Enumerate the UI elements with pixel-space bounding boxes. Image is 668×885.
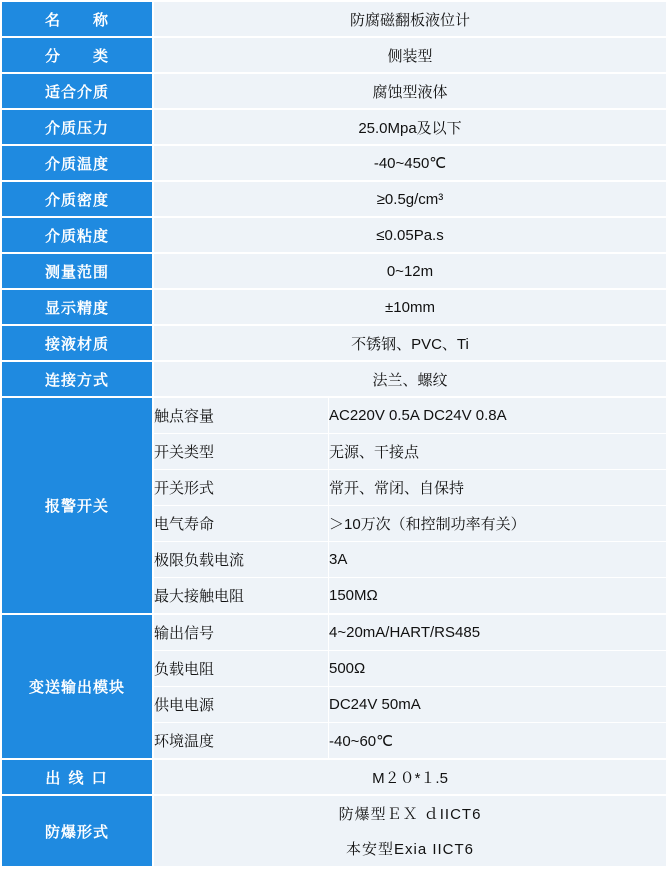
row-label: 分 类	[2, 38, 152, 72]
inner-row	[154, 687, 666, 723]
row-label: 介质压力	[2, 110, 152, 144]
inner-row-label: 环境温度	[154, 723, 329, 758]
table-row	[2, 362, 666, 396]
row-label: 介质密度	[2, 182, 152, 216]
outlet-label: 出 线 口	[2, 760, 152, 794]
transmitter-module-group	[154, 615, 666, 758]
inner-row-value: DC24V 50mA	[329, 687, 666, 723]
inner-row	[154, 831, 666, 866]
inner-row-value: 常开、常闭、自保持	[329, 470, 666, 506]
row-value: -40~450℃	[154, 146, 666, 180]
transmitter-module-label: 变送输出模块	[2, 615, 152, 758]
inner-row-value: 4~20mA/HART/RS485	[329, 615, 666, 651]
inner-row-value: 无源、干接点	[329, 434, 666, 470]
alarm-switch-group	[154, 398, 666, 613]
row-value: 25.0Mpa及以下	[154, 110, 666, 144]
table-body	[2, 2, 666, 866]
table-row	[2, 254, 666, 288]
table-row-outlet	[2, 760, 666, 794]
inner-row-label: 开关类型	[154, 434, 329, 470]
table-row	[2, 2, 666, 36]
explosion-proof-value: 防爆型ＥＸ ｄIICT6	[154, 796, 666, 831]
inner-row-label: 供电电源	[154, 687, 329, 723]
inner-row	[154, 615, 666, 651]
row-label: 接液材质	[2, 326, 152, 360]
alarm-switch-inner-table	[154, 398, 666, 613]
row-label: 连接方式	[2, 362, 152, 396]
inner-row	[154, 506, 666, 542]
table-row-alarm-switch	[2, 398, 666, 613]
inner-row-value: 500Ω	[329, 651, 666, 687]
row-label: 介质温度	[2, 146, 152, 180]
table-row	[2, 38, 666, 72]
inner-row-label: 最大接触电阻	[154, 578, 329, 613]
inner-row-value: -40~60℃	[329, 723, 666, 758]
inner-row-value: AC220V 0.5A DC24V 0.8A	[329, 398, 666, 434]
inner-row	[154, 578, 666, 613]
inner-row-value: 3A	[329, 542, 666, 578]
explosion-proof-inner-table	[154, 796, 666, 866]
inner-row-label: 输出信号	[154, 615, 329, 651]
explosion-proof-group	[154, 796, 666, 866]
table-row	[2, 218, 666, 252]
inner-row-label: 负载电阻	[154, 651, 329, 687]
table-row	[2, 74, 666, 108]
inner-row	[154, 651, 666, 687]
transmitter-module-inner-table	[154, 615, 666, 758]
table-row	[2, 182, 666, 216]
inner-row	[154, 398, 666, 434]
row-value: ±10mm	[154, 290, 666, 324]
explosion-proof-label: 防爆形式	[2, 796, 152, 866]
inner-row-value: ＞10万次（和控制功率有关）	[329, 506, 666, 542]
inner-row	[154, 542, 666, 578]
inner-row	[154, 434, 666, 470]
inner-row	[154, 796, 666, 831]
row-value: 防腐磁翻板液位计	[154, 2, 666, 36]
table-row-explosion-proof	[2, 796, 666, 866]
row-value: ≥0.5g/cm³	[154, 182, 666, 216]
row-value: ≤0.05Pa.s	[154, 218, 666, 252]
inner-row-value: 150MΩ	[329, 578, 666, 613]
row-label: 名 称	[2, 2, 152, 36]
alarm-switch-label: 报警开关	[2, 398, 152, 613]
table-row	[2, 110, 666, 144]
inner-row-label: 极限负载电流	[154, 542, 329, 578]
row-label: 测量范围	[2, 254, 152, 288]
inner-row-label: 开关形式	[154, 470, 329, 506]
inner-row-label: 触点容量	[154, 398, 329, 434]
inner-row	[154, 470, 666, 506]
row-value: 0~12m	[154, 254, 666, 288]
row-value: 法兰、螺纹	[154, 362, 666, 396]
table-row	[2, 326, 666, 360]
table-row-transmitter-module	[2, 615, 666, 758]
inner-row	[154, 723, 666, 758]
row-value: 不锈钢、PVC、Ti	[154, 326, 666, 360]
row-label: 介质粘度	[2, 218, 152, 252]
row-value: 侧装型	[154, 38, 666, 72]
row-label: 显示精度	[2, 290, 152, 324]
inner-row-label: 电气寿命	[154, 506, 329, 542]
table-row	[2, 146, 666, 180]
outlet-value: M２０*１.5	[154, 760, 666, 794]
table-row	[2, 290, 666, 324]
row-value: 腐蚀型液体	[154, 74, 666, 108]
row-label: 适合介质	[2, 74, 152, 108]
explosion-proof-value: 本安型Exia IICT6	[154, 831, 666, 866]
